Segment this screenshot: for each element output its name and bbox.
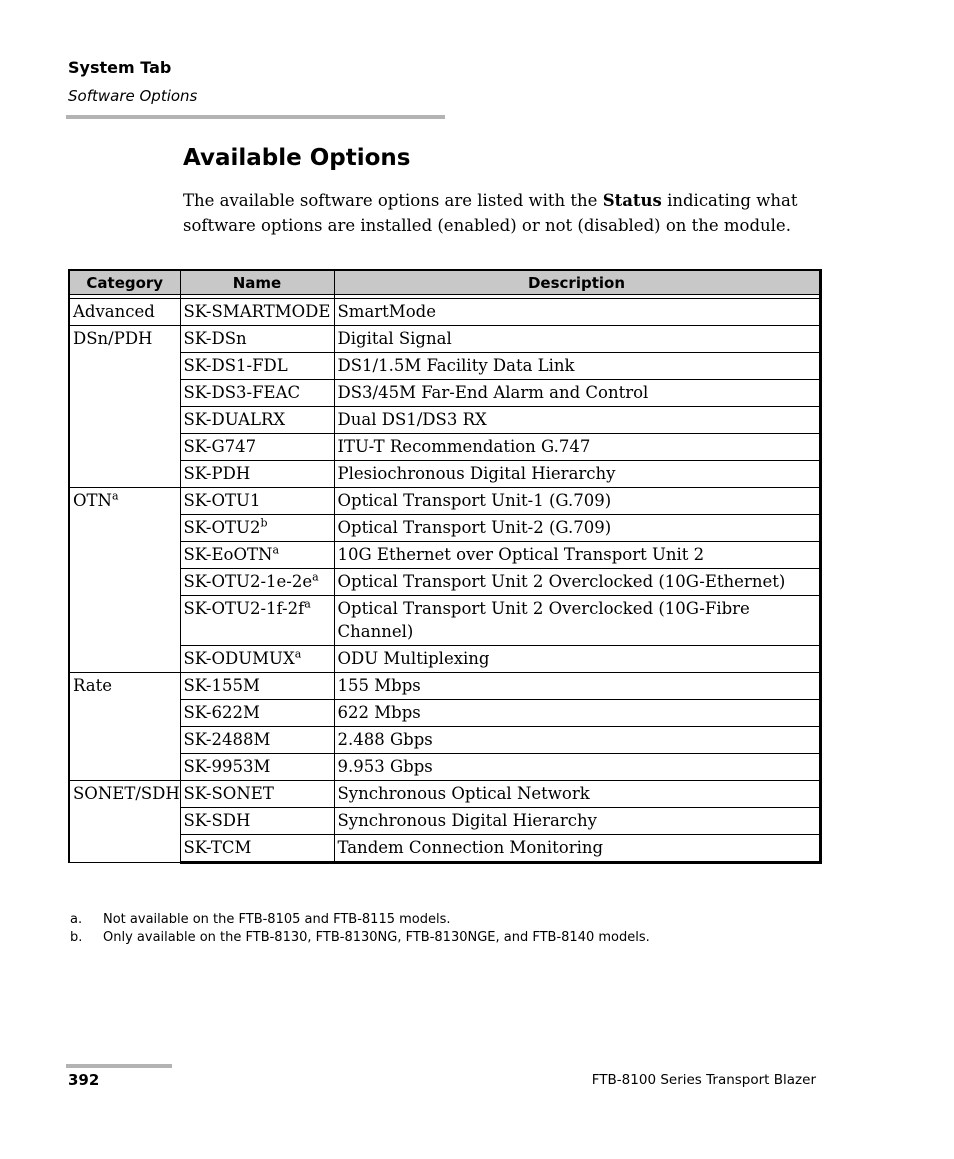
footnote-mark: a.	[70, 912, 83, 927]
option-name: SK-G747	[183, 437, 257, 456]
description-cell: Synchronous Optical Network	[334, 781, 820, 808]
name-cell	[180, 835, 334, 863]
document-title: FTB-8100 Series Transport Blazer	[591, 1072, 816, 1088]
table-row	[69, 353, 820, 380]
option-name: SK-OTU2-1e-2e	[183, 572, 313, 591]
page-number: 392	[68, 1071, 100, 1089]
name-cell	[180, 569, 334, 596]
name-cell	[180, 515, 334, 542]
footnote-ref: a	[304, 597, 311, 611]
table-row	[69, 808, 820, 835]
description-cell: 9.953 Gbps	[334, 754, 820, 781]
intro-bold-term: Status	[602, 191, 662, 210]
name-cell	[180, 299, 334, 326]
name-cell	[180, 434, 334, 461]
option-name: SK-2488M	[183, 730, 271, 749]
name-cell	[180, 488, 334, 515]
option-name: SK-SONET	[183, 784, 274, 803]
name-cell	[180, 596, 334, 646]
description-cell: 155 Mbps	[334, 673, 820, 700]
table-row	[69, 754, 820, 781]
header-name: Name	[180, 270, 334, 295]
table-body	[69, 295, 820, 863]
option-name: SK-DUALRX	[183, 410, 286, 429]
description-cell: Optical Transport Unit 2 Overclocked (10G-Fibre Channel)	[334, 596, 820, 646]
description-cell: Digital Signal	[334, 326, 820, 353]
footnote-ref: a	[111, 489, 119, 503]
header-rule	[66, 115, 445, 119]
description-cell: Tandem Connection Monitoring	[334, 835, 820, 863]
name-cell	[180, 461, 334, 488]
table-row	[69, 461, 820, 488]
name-cell	[180, 326, 334, 353]
section-title: Available Options	[183, 145, 411, 171]
table-row	[69, 488, 820, 515]
category-label: SONET/SDH	[73, 784, 180, 803]
option-name: SK-DS1-FDL	[183, 356, 288, 375]
footnote-a	[70, 911, 650, 929]
table-row	[69, 299, 820, 326]
footnote-text: Only available on the FTB-8130, FTB-8130NG, FTB-8130NGE, and FTB-8140 models.	[103, 930, 650, 945]
description-cell: 622 Mbps	[334, 700, 820, 727]
description-cell: Plesiochronous Digital Hierarchy	[334, 461, 820, 488]
category-cell	[69, 488, 180, 673]
category-label: OTN	[73, 491, 112, 510]
option-name: SK-9953M	[183, 757, 271, 776]
name-cell	[180, 646, 334, 673]
option-name: SK-OTU2	[183, 518, 261, 537]
option-name: SK-SMARTMODE	[183, 302, 331, 321]
category-label: DSn/PDH	[73, 329, 153, 348]
table-row	[69, 781, 820, 808]
name-cell	[180, 700, 334, 727]
table-header-row	[69, 270, 820, 295]
description-cell: Dual DS1/DS3 RX	[334, 407, 820, 434]
table-row	[69, 700, 820, 727]
header-category: Category	[69, 270, 180, 295]
table-row	[69, 326, 820, 353]
intro-paragraph	[183, 188, 823, 238]
description-cell: Optical Transport Unit 2 Overclocked (10G-Ethernet)	[334, 569, 820, 596]
footnote-ref: a	[312, 570, 319, 584]
option-name: SK-OTU1	[183, 491, 261, 510]
table-row	[69, 835, 820, 863]
table-row	[69, 434, 820, 461]
option-name: SK-PDH	[183, 464, 251, 483]
intro-text-before: The available software options are listed with the	[183, 191, 603, 210]
option-name: SK-DS3-FEAC	[183, 383, 301, 402]
running-header-title: System Tab	[68, 58, 172, 77]
description-cell: ODU Multiplexing	[334, 646, 820, 673]
category-cell	[69, 673, 180, 781]
name-cell	[180, 727, 334, 754]
option-name: SK-622M	[183, 703, 260, 722]
table-row	[69, 542, 820, 569]
table-row	[69, 515, 820, 542]
description-cell: SmartMode	[334, 299, 820, 326]
name-cell	[180, 673, 334, 700]
description-cell: ITU-T Recommendation G.747	[334, 434, 820, 461]
running-header-subtitle: Software Options	[68, 87, 198, 105]
name-cell	[180, 781, 334, 808]
name-cell	[180, 754, 334, 781]
footnote-ref: b	[260, 516, 268, 530]
intro-text-after: indicating what software options are installed (enabled) or not (disabled) on the module.	[183, 191, 798, 235]
header-description: Description	[334, 270, 820, 295]
table-row	[69, 727, 820, 754]
options-table	[68, 269, 822, 864]
category-cell	[69, 326, 180, 488]
option-name: SK-SDH	[183, 811, 251, 830]
description-cell: 10G Ethernet over Optical Transport Unit 2	[334, 542, 820, 569]
table-row	[69, 646, 820, 673]
name-cell	[180, 353, 334, 380]
category-label: Rate	[73, 676, 113, 695]
option-name: SK-TCM	[183, 838, 252, 857]
table-row	[69, 569, 820, 596]
footnote-b	[70, 929, 650, 947]
category-label: Advanced	[73, 302, 155, 321]
option-name: SK-ODUMUX	[183, 649, 295, 668]
option-name: SK-DSn	[183, 329, 247, 348]
description-cell: Synchronous Digital Hierarchy	[334, 808, 820, 835]
name-cell	[180, 542, 334, 569]
description-cell: 2.488 Gbps	[334, 727, 820, 754]
description-cell: Optical Transport Unit-1 (G.709)	[334, 488, 820, 515]
table-row	[69, 596, 820, 646]
option-name: SK-OTU2-1f-2f	[183, 599, 305, 618]
category-cell	[69, 299, 180, 326]
footnote-mark: b.	[70, 930, 83, 945]
name-cell	[180, 808, 334, 835]
footnote-ref: a	[294, 647, 302, 661]
description-cell: DS1/1.5M Facility Data Link	[334, 353, 820, 380]
name-cell	[180, 407, 334, 434]
table-row	[69, 380, 820, 407]
category-cell	[69, 781, 180, 863]
table-row	[69, 673, 820, 700]
footer-rule	[66, 1064, 172, 1068]
description-cell: Optical Transport Unit-2 (G.709)	[334, 515, 820, 542]
name-cell	[180, 380, 334, 407]
footnote-text: Not available on the FTB-8105 and FTB-8115 models.	[103, 912, 451, 927]
option-name: SK-EoOTN	[183, 545, 273, 564]
footnote-ref: a	[272, 543, 280, 557]
table-row	[69, 407, 820, 434]
footnotes	[70, 911, 650, 947]
description-cell: DS3/45M Far-End Alarm and Control	[334, 380, 820, 407]
option-name: SK-155M	[183, 676, 260, 695]
